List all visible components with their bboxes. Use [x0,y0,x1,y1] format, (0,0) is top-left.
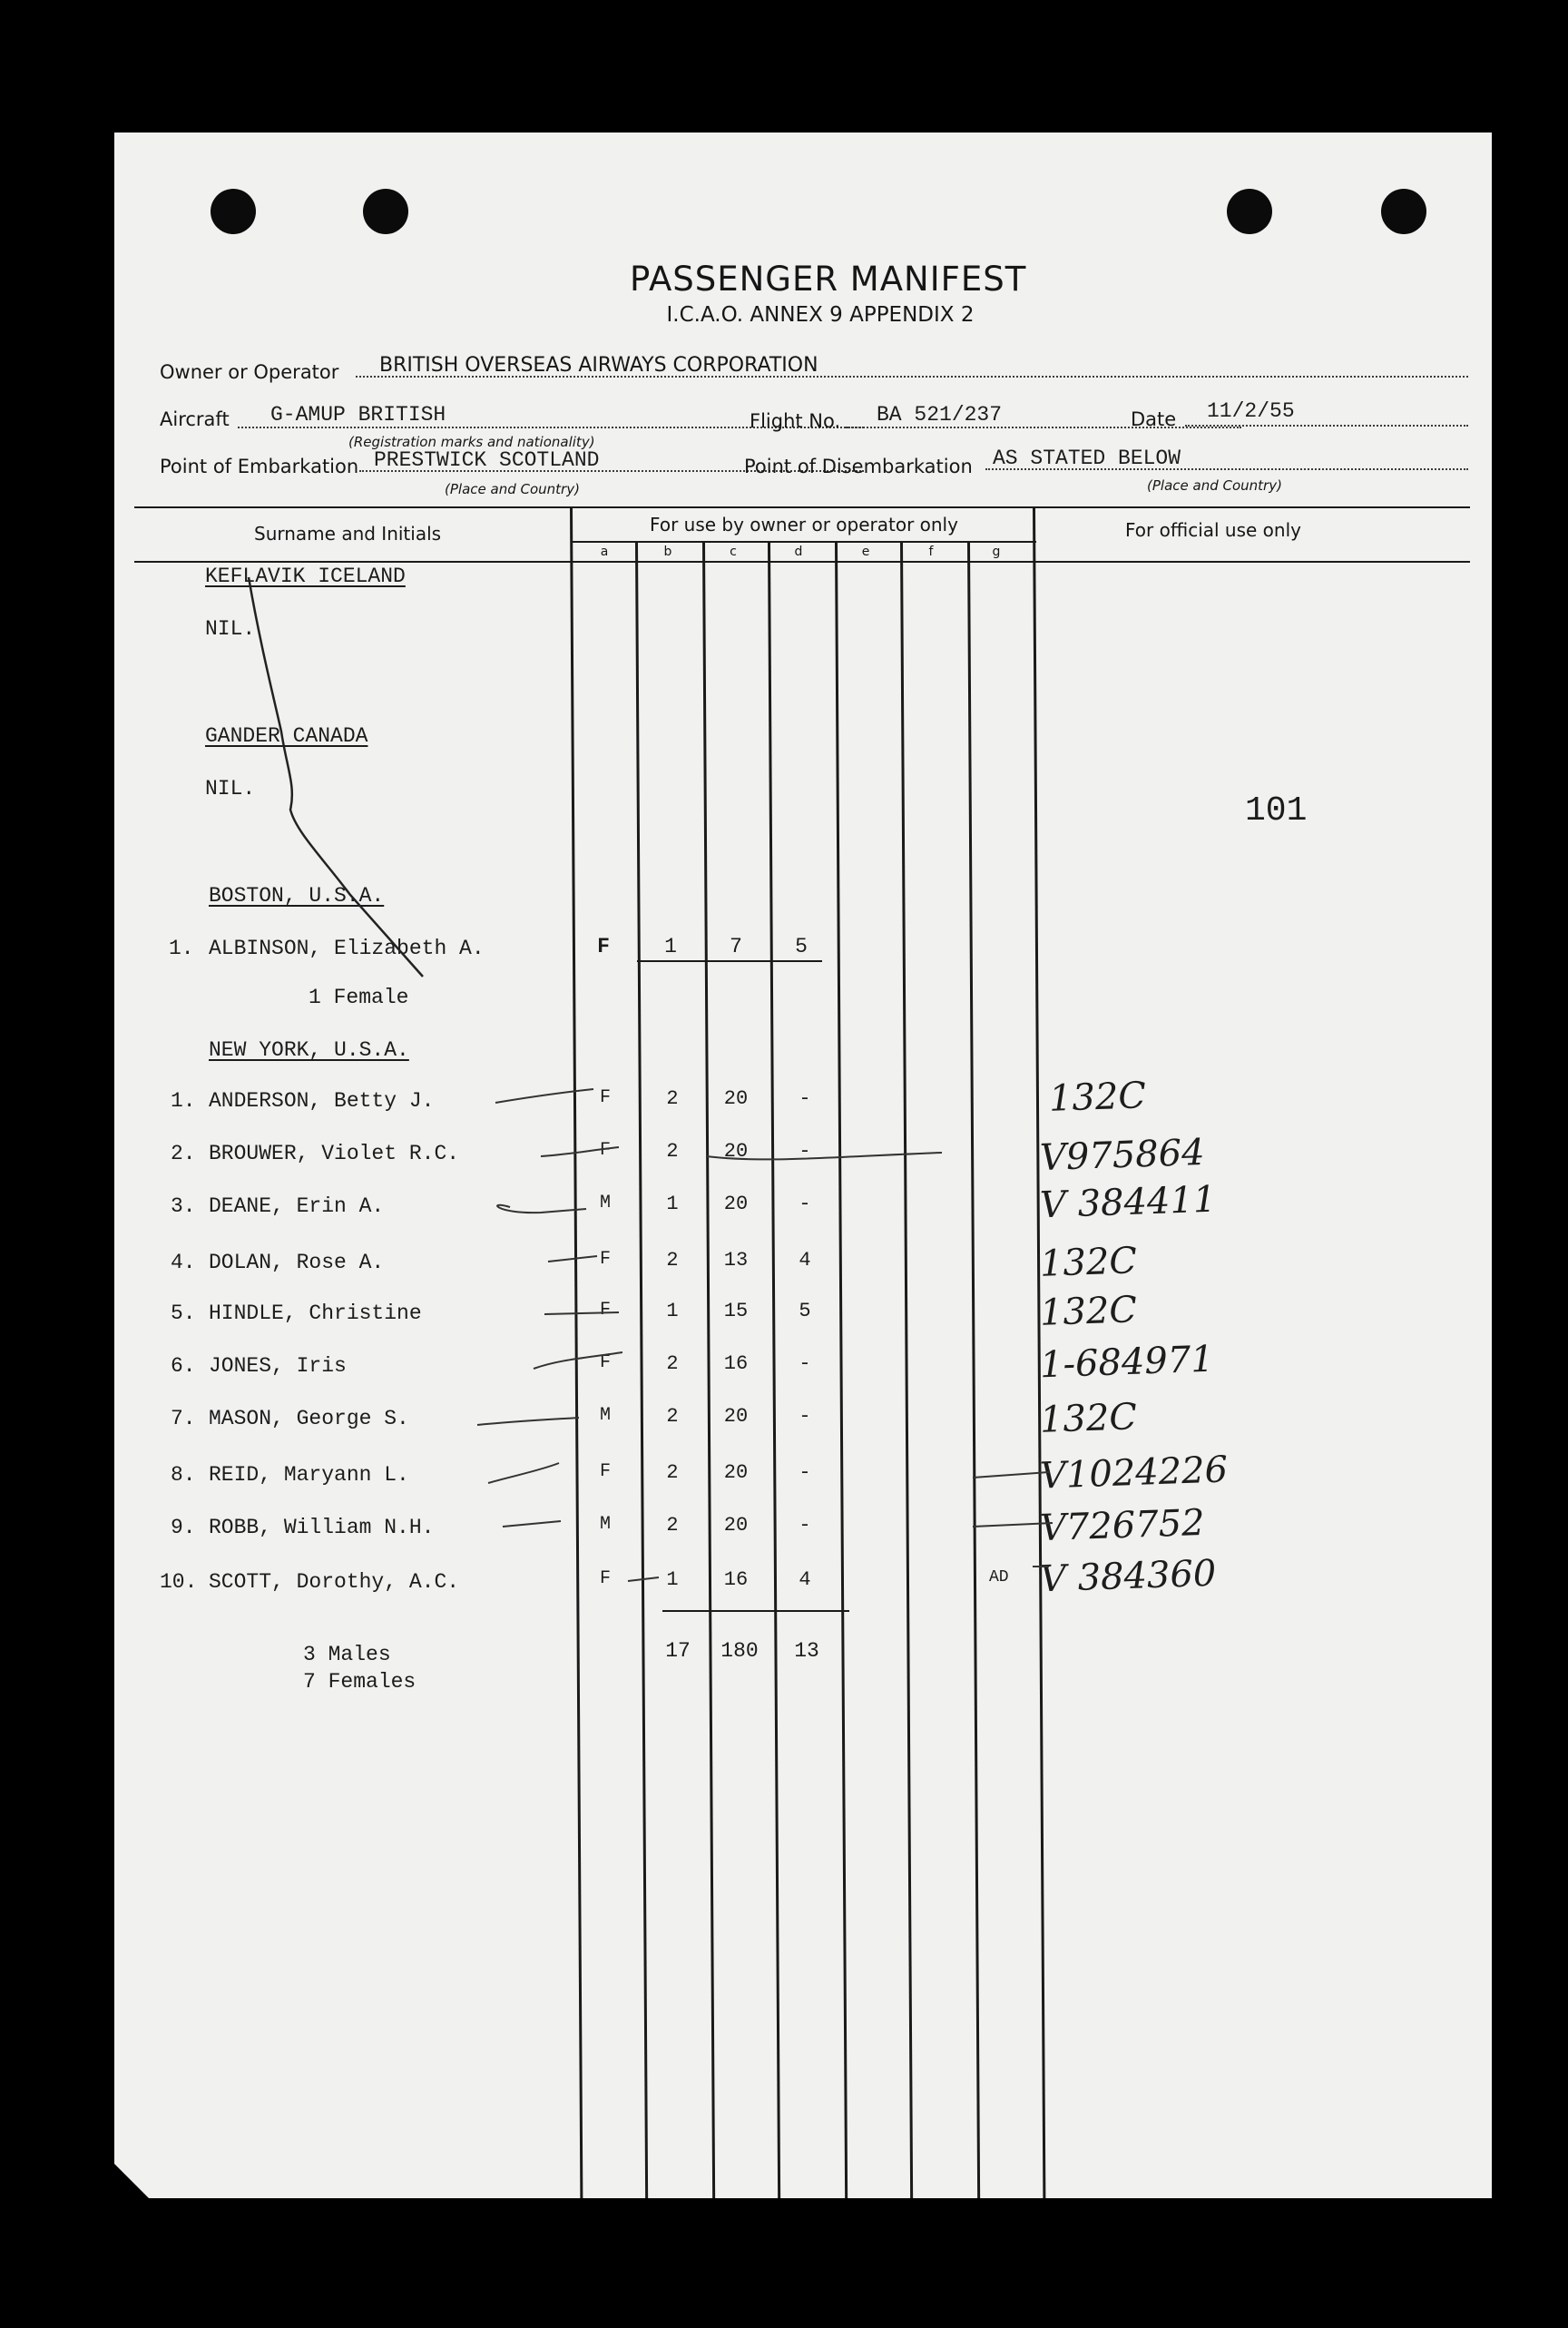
disembark-dotted-line [985,468,1468,470]
official-entry: 132C [1039,1396,1138,1441]
aircraft-value: G-AMUP BRITISH [270,403,446,427]
date-value: 11/2/55 [1207,399,1295,423]
boston-row-c: 7 [730,935,742,958]
passenger-col-c: 20 [723,1405,749,1428]
passenger-col-a: M [599,1514,611,1535]
date-label: Date [1131,408,1177,430]
boston-row-number: 1. [169,937,194,960]
owner-value: BRITISH OVERSEAS AIRWAYS CORPORATION [379,354,818,377]
section-boston: BOSTON, U.S.A. [209,884,385,908]
passenger-col-b: 1 [666,1300,679,1322]
passenger-col-b: 2 [666,1405,679,1428]
column-rule [835,543,848,2198]
passenger-col-c: 20 [723,1193,749,1215]
column-rule [967,543,980,2198]
passenger-name: DEANE, Erin A. [209,1194,385,1218]
passenger-col-b: 1 [666,1568,679,1591]
official-entry: 132C [1048,1075,1147,1120]
official-entry: 1-684971 [1039,1338,1215,1387]
aircraft-label: Aircraft [160,408,230,430]
passenger-name: DOLAN, Rose A. [209,1251,385,1274]
passenger-col-c: 15 [723,1300,749,1322]
passenger-col-d: 5 [799,1300,811,1322]
punch-hole [363,189,408,234]
boston-row-underline [637,960,822,962]
section-keflavik: KEFLAVIK ICELAND [205,565,406,588]
totals-rule [662,1610,849,1612]
passenger-col-b: 2 [666,1352,679,1375]
subcolumn-header-g: g [992,545,1001,559]
official-entry: V1024226 [1039,1449,1229,1498]
passenger-name: MASON, George S. [209,1407,409,1430]
official-entry: 132C [1039,1289,1138,1334]
passenger-number: 7. [171,1407,196,1430]
passenger-col-b: 2 [666,1249,679,1272]
table-top-rule [134,506,1470,508]
form-subtitle: I.C.A.O. ANNEX 9 APPENDIX 2 [666,303,975,327]
owner-dotted-line [356,376,1468,378]
passenger-name: SCOTT, Dorothy, A.C. [209,1570,460,1594]
passenger-col-a: F [599,1140,611,1161]
passenger-number: 10. [160,1570,198,1594]
passenger-col-a: M [599,1405,611,1426]
subcolumn-header-e: e [861,545,870,559]
passenger-col-a: F [599,1461,611,1482]
passenger-col-a: F [599,1568,611,1589]
passenger-number: 4. [171,1251,196,1274]
passenger-name: ROBB, William N.H. [209,1516,435,1539]
owner-label: Owner or Operator [160,361,339,383]
punch-hole [1381,189,1426,234]
passenger-col-a: F [599,1087,611,1108]
operator-column-header: For use by owner or operator only [650,514,958,535]
total-females: 7 Females [303,1670,416,1694]
column-rule [900,543,913,2198]
passenger-col-b: 2 [666,1140,679,1163]
passenger-number: 9. [171,1516,196,1539]
passenger-col-a: F [599,1249,611,1270]
punch-hole [211,189,256,234]
subcolumn-header-c: c [730,545,737,559]
subcolumn-header-d: d [794,545,803,559]
passenger-name: BROUWER, Violet R.C. [209,1142,460,1165]
registration-caption: (Registration marks and nationality) [348,434,595,450]
passenger-col-c: 13 [723,1249,749,1272]
passenger-col-d: - [799,1193,811,1215]
subcolumn-header-b: b [663,545,672,559]
total-d: 13 [794,1639,819,1663]
passenger-col-c: 20 [723,1140,749,1163]
boston-row-b: 1 [664,935,677,958]
passenger-col-c: 20 [723,1087,749,1110]
table-header-rule [134,561,1470,563]
passenger-col-a: F [599,1352,611,1373]
passenger-col-d: - [799,1352,811,1375]
passenger-name: HINDLE, Christine [209,1302,422,1325]
official-prefix: AD [989,1568,1009,1586]
total-males: 3 Males [303,1643,391,1666]
boston-row-d: 5 [795,935,808,958]
flight-label: Flight No. [750,410,841,432]
boston-row-a: F [597,935,610,958]
flight-dotted-line [846,427,1241,428]
disembark-label: Point of Disembarkation [744,456,973,477]
passenger-number: 5. [171,1302,196,1325]
flight-value: BA 521/237 [877,403,1003,427]
section-newyork: NEW YORK, U.S.A. [209,1038,409,1062]
section-gander: GANDER CANADA [205,724,368,748]
disembark-value: AS STATED BELOW [993,447,1181,470]
passenger-col-d: - [799,1514,811,1537]
official-entry: V 384360 [1039,1552,1218,1601]
bracket-stroke [249,577,423,977]
official-entry: 132C [1039,1240,1138,1285]
manifest-sheet [114,133,1492,2198]
embark-caption: (Place and Country) [445,481,580,497]
passenger-name: JONES, Iris [209,1354,347,1378]
punch-hole [1227,189,1272,234]
subcolumn-header-f: f [928,545,934,559]
passenger-col-b: 1 [666,1193,679,1215]
official-column-header: For official use only [1125,519,1301,541]
boston-summary: 1 Female [309,986,409,1009]
passenger-col-c: 16 [723,1352,749,1375]
passenger-name: ANDERSON, Betty J. [209,1089,435,1113]
passenger-col-d: 4 [799,1249,811,1272]
subcolumn-header-a: a [600,545,609,559]
form-title: PASSENGER MANIFEST [630,260,1027,299]
passenger-number: 6. [171,1354,196,1378]
pencil-strokes [114,133,1492,2198]
passenger-col-d: - [799,1461,811,1484]
passenger-number: 8. [171,1463,196,1487]
passenger-col-c: 20 [723,1461,749,1484]
passenger-col-c: 20 [723,1514,749,1537]
boston-row-name: ALBINSON, Elizabeth A. [209,937,485,960]
passenger-col-c: 16 [723,1568,749,1591]
embark-value: PRESTWICK SCOTLAND [374,448,600,472]
passenger-col-b: 2 [666,1514,679,1537]
official-entry: V726752 [1039,1501,1206,1550]
total-c: 180 [720,1639,759,1663]
passenger-number: 2. [171,1142,196,1165]
official-entry: V 384411 [1039,1178,1218,1227]
passenger-col-d: - [799,1087,811,1110]
passenger-col-d: - [799,1405,811,1428]
passenger-number: 1. [171,1089,196,1113]
embark-label: Point of Embarkation [160,456,359,477]
passenger-col-d: - [799,1140,811,1163]
passenger-col-d: 4 [799,1568,811,1591]
disembark-caption: (Place and Country) [1147,477,1282,494]
surname-column-header: Surname and Initials [254,523,442,545]
passenger-col-a: M [599,1193,611,1213]
passenger-col-b: 2 [666,1087,679,1110]
total-b: 17 [665,1639,691,1663]
passenger-name: REID, Maryann L. [209,1463,409,1487]
passenger-col-a: F [599,1300,611,1321]
official-entry: V975864 [1039,1131,1206,1180]
passenger-col-b: 2 [666,1461,679,1484]
date-dotted-line [1185,425,1468,427]
page-number: 101 [1245,791,1308,830]
keflavik-nil: NIL. [205,617,256,641]
passenger-number: 3. [171,1194,196,1218]
gander-nil: NIL. [205,777,256,801]
